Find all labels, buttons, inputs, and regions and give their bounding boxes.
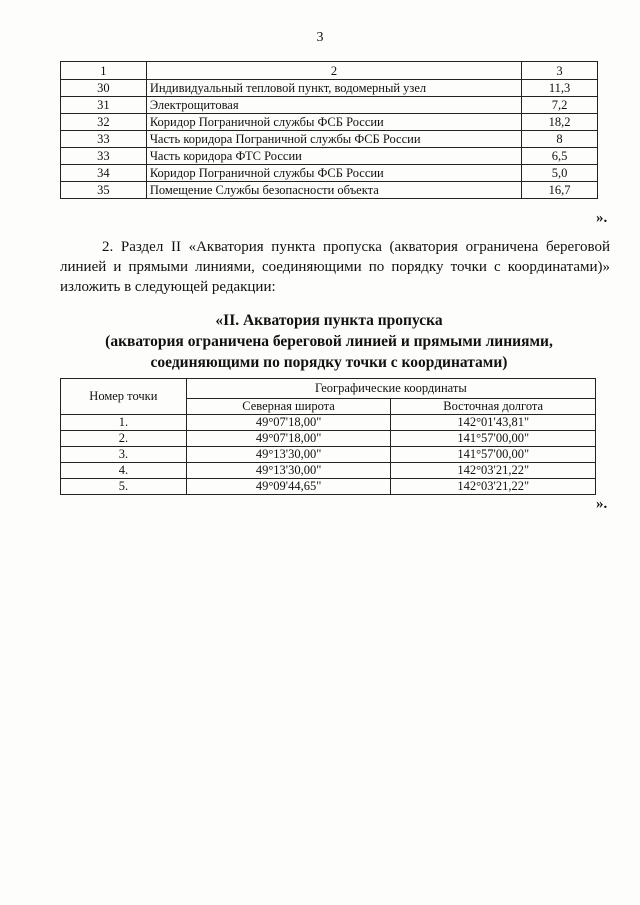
latitude-value: 49°13'30,00" — [186, 463, 391, 479]
table-row — [61, 479, 596, 495]
section-heading-line: (акватория ограничена береговой линией и прямыми линиями, — [105, 333, 553, 350]
closing-quote: ». — [596, 496, 608, 512]
table-row — [61, 131, 598, 148]
column-header: 2 — [146, 62, 521, 80]
latitude-value: 49°07'18,00" — [186, 415, 391, 431]
page-number: 3 — [316, 30, 324, 45]
amendment-paragraph: 2. Раздел II «Акватория пункта пропуска (акватория ограничена береговой линией и прямыми линиями, соединяющими по порядку точки с координатами)» изложить в следующей редакции: — [60, 239, 610, 295]
header-longitude: Восточная долгота — [391, 399, 596, 415]
closing-quote: ». — [596, 210, 608, 226]
longitude-value: 141°57'00,00" — [391, 447, 596, 463]
room-number: 30 — [61, 80, 147, 97]
table-row — [61, 80, 598, 97]
longitude-value: 142°03'21,22" — [391, 479, 596, 495]
room-area: 16,7 — [522, 182, 598, 199]
latitude-value: 49°07'18,00" — [186, 431, 391, 447]
room-number: 31 — [61, 97, 147, 114]
room-name: Часть коридора ФТС России — [146, 148, 521, 165]
room-area: 5,0 — [522, 165, 598, 182]
room-number: 33 — [61, 148, 147, 165]
room-number: 34 — [61, 165, 147, 182]
room-number: 32 — [61, 114, 147, 131]
rooms-table — [60, 61, 598, 199]
longitude-value: 142°01'43,81" — [391, 415, 596, 431]
header-point-number: Номер точки — [61, 379, 187, 415]
latitude-value: 49°13'30,00" — [186, 447, 391, 463]
point-number: 5. — [61, 479, 187, 495]
coordinates-table — [60, 378, 596, 495]
header-geo-coordinates: Географические координаты — [186, 379, 595, 399]
point-number: 3. — [61, 447, 187, 463]
table-row — [61, 182, 598, 199]
section-heading-line: «II. Акватория пункта пропуска — [215, 312, 443, 329]
table-row — [61, 447, 596, 463]
room-number: 33 — [61, 131, 147, 148]
room-area: 8 — [522, 131, 598, 148]
room-name: Электрощитовая — [146, 97, 521, 114]
section-heading — [60, 310, 598, 373]
column-header: 3 — [522, 62, 598, 80]
room-area: 7,2 — [522, 97, 598, 114]
room-number: 35 — [61, 182, 147, 199]
table-row — [61, 97, 598, 114]
table-row — [61, 415, 596, 431]
room-area: 6,5 — [522, 148, 598, 165]
table-row — [61, 165, 598, 182]
header-latitude: Северная широта — [186, 399, 391, 415]
room-area: 11,3 — [522, 80, 598, 97]
room-name: Индивидуальный тепловой пункт, водомерный узел — [146, 80, 521, 97]
section-heading-line: соединяющими по порядку точки с координатами) — [150, 354, 508, 371]
table-row — [61, 114, 598, 131]
column-header: 1 — [61, 62, 147, 80]
room-area: 18,2 — [522, 114, 598, 131]
table-header-row — [61, 379, 596, 399]
table-header-row — [61, 62, 598, 80]
room-name: Коридор Пограничной службы ФСБ России — [146, 114, 521, 131]
room-name: Часть коридора Пограничной службы ФСБ России — [146, 131, 521, 148]
room-name: Коридор Пограничной службы ФСБ России — [146, 165, 521, 182]
table-row — [61, 431, 596, 447]
room-name: Помещение Службы безопасности объекта — [146, 182, 521, 199]
longitude-value: 141°57'00,00" — [391, 431, 596, 447]
point-number: 1. — [61, 415, 187, 431]
table-row — [61, 463, 596, 479]
latitude-value: 49°09'44,65" — [186, 479, 391, 495]
point-number: 2. — [61, 431, 187, 447]
longitude-value: 142°03'21,22" — [391, 463, 596, 479]
point-number: 4. — [61, 463, 187, 479]
table-row — [61, 148, 598, 165]
